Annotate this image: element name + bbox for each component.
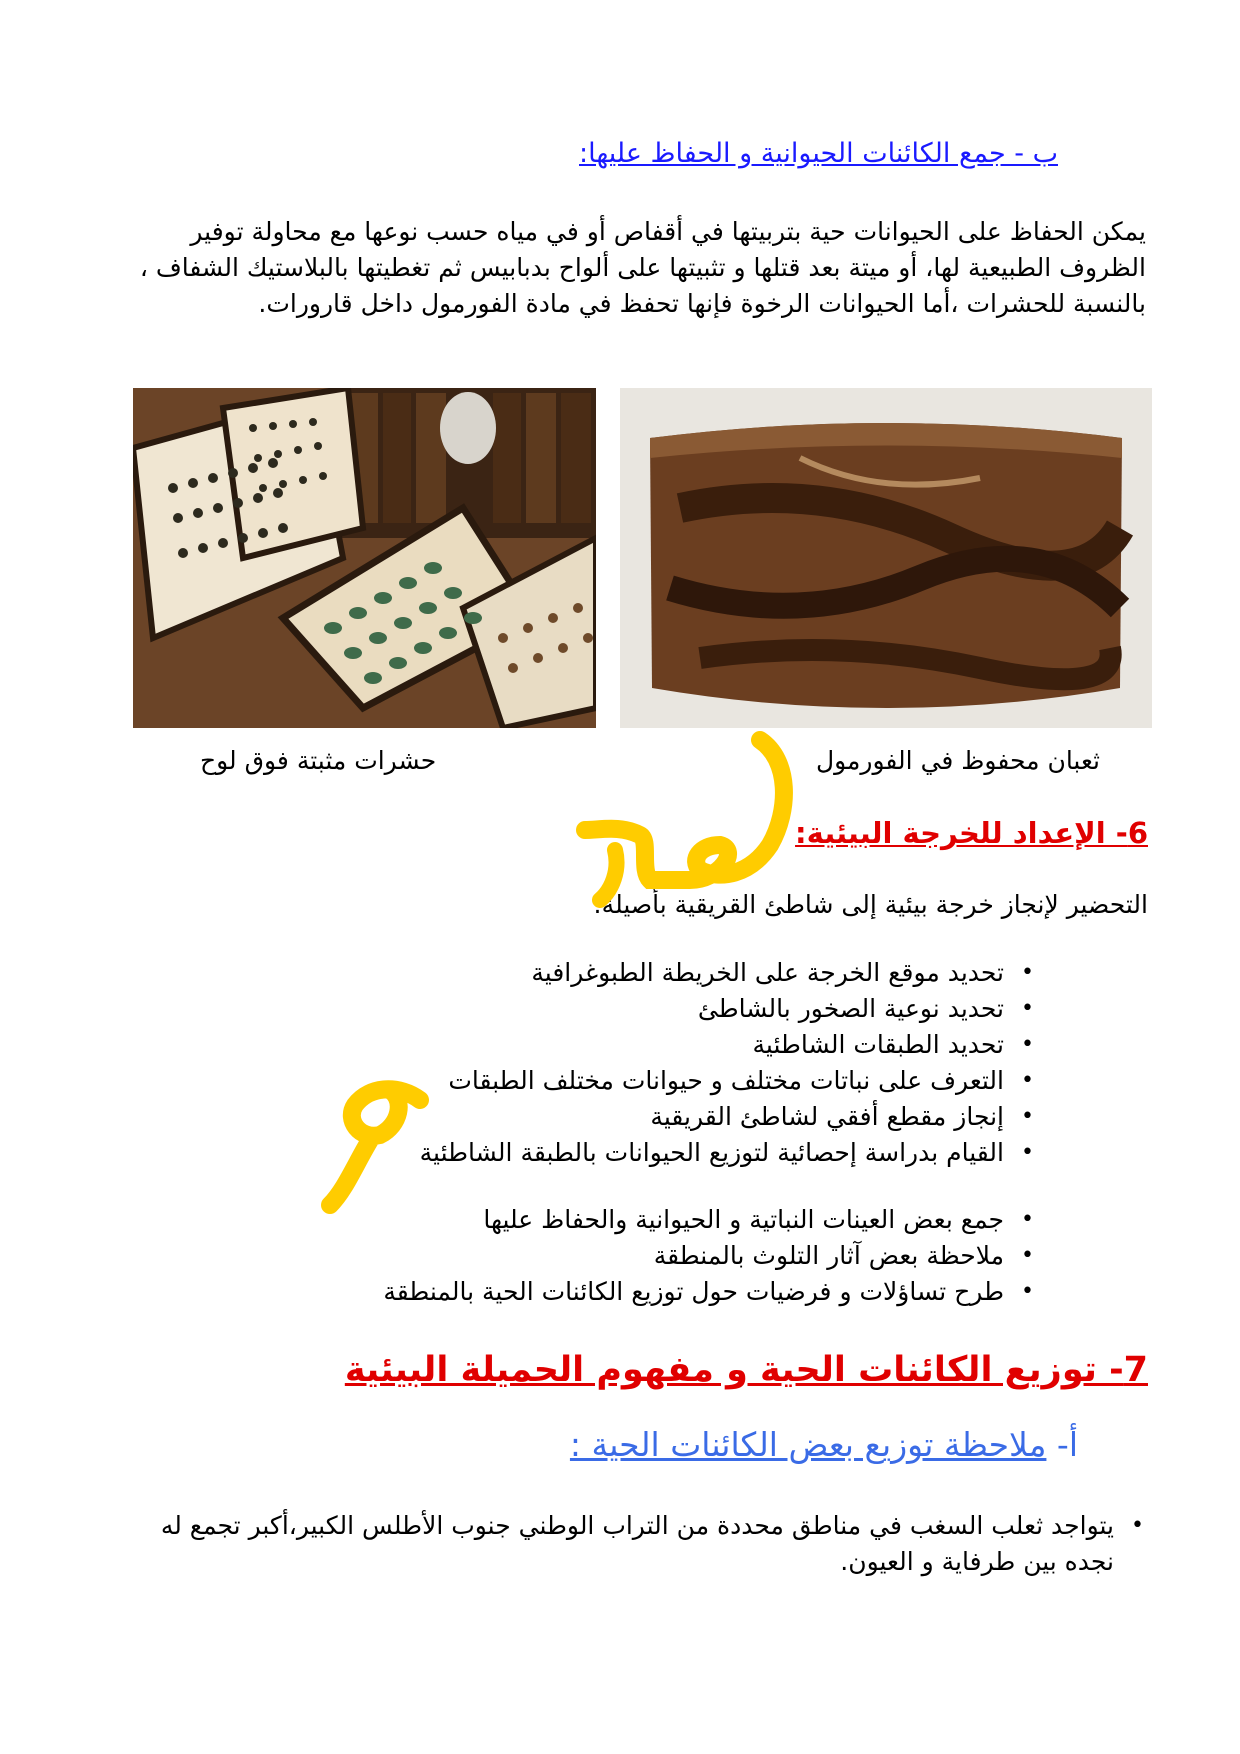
bullet-icon: • bbox=[1021, 1140, 1034, 1165]
section-7a-prefix: أ- bbox=[1056, 1425, 1078, 1464]
intro-paragraph: يمكن الحفاظ على الحيوانات حية بتربيتها في أقفاص أو في مياه حسب نوعها مع محاولة توفير الظروف الطبيعية لها، أو ميتة بعد قتلها و تثبيتها على ألواح بدبابيس ثم تغطيتها بالبلاستيك الشفاف ، بالنسبة للحشرات ،أما الحيوانات الرخوة فإنها تحفظ في مادة الفورمول داخل قارورات. bbox=[139, 217, 1146, 318]
snake-in-formol-photo bbox=[620, 388, 1152, 728]
right-figure-caption: ثعبان محفوظ في الفورمول bbox=[815, 746, 1100, 775]
bullet-icon: • bbox=[1131, 1513, 1144, 1538]
list-item: • طرح تساؤلات و فرضيات حول توزيع الكائنات الحية بالمنطقة bbox=[383, 1274, 1034, 1310]
list-item: • ملاحظة بعض آثار التلوث بالمنطقة bbox=[383, 1238, 1034, 1274]
section-b-title: ب - جمع الكائنات الحيوانية و الحفاظ عليها: bbox=[579, 138, 1058, 169]
list-item: • التعرف على نباتات مختلف و حيوانات مختلف الطبقات bbox=[420, 1063, 1034, 1099]
left-figure-caption: حشرات مثبتة فوق لوح bbox=[200, 746, 437, 775]
list-item: • تحديد نوعية الصخور بالشاطئ bbox=[420, 991, 1034, 1027]
bullet-icon: • bbox=[1021, 996, 1034, 1021]
section-6-heading: 6- الإعداد للخرجة البيئية: bbox=[795, 816, 1148, 850]
section-7a-title bbox=[570, 1425, 1078, 1464]
list-item: • جمع بعض العينات النباتية و الحيوانية والحفاظ عليها bbox=[383, 1202, 1034, 1238]
bullet-icon: • bbox=[1021, 1243, 1034, 1268]
insect-collection-photo bbox=[133, 388, 596, 728]
section-7a-label: ملاحظة توزيع بعض الكائنات الحية : bbox=[569, 1425, 1047, 1464]
preparation-list-2 bbox=[383, 1202, 1034, 1310]
bullet-icon: • bbox=[1021, 1104, 1034, 1129]
list-item: • القيام بدراسة إحصائية لتوزيع الحيوانات بالطبقة الشاطئية bbox=[420, 1135, 1034, 1171]
fennec-paragraph bbox=[134, 1508, 1144, 1580]
list-item: • تحديد الطبقات الشاطئية bbox=[420, 1027, 1034, 1063]
fennec-text: يتواجد ثعلب السغب في مناطق محددة من التراب الوطني جنوب الأطلس الكبير،أكبر تجمع له نجده بين طرفاية و العيون. bbox=[160, 1511, 1114, 1576]
bullet-icon: • bbox=[1021, 960, 1034, 985]
bullet-icon: • bbox=[1021, 1207, 1034, 1232]
preparation-text: التحضير لإنجاز خرجة بيئية إلى شاطئ القريقية بأصيلة: bbox=[593, 890, 1148, 919]
section-7-heading: 7- توزيع الكائنات الحية و مفهوم الحميلة البيئية bbox=[344, 1350, 1148, 1390]
preparation-list-1 bbox=[420, 955, 1034, 1171]
bullet-icon: • bbox=[1021, 1068, 1034, 1093]
list-item: • إنجاز مقطع أفقي لشاطئ القريقية bbox=[420, 1099, 1034, 1135]
bullet-icon: • bbox=[1021, 1032, 1034, 1057]
bullet-icon: • bbox=[1021, 1279, 1034, 1304]
list-item: • تحديد موقع الخرجة على الخريطة الطبوغرافية bbox=[420, 955, 1034, 991]
